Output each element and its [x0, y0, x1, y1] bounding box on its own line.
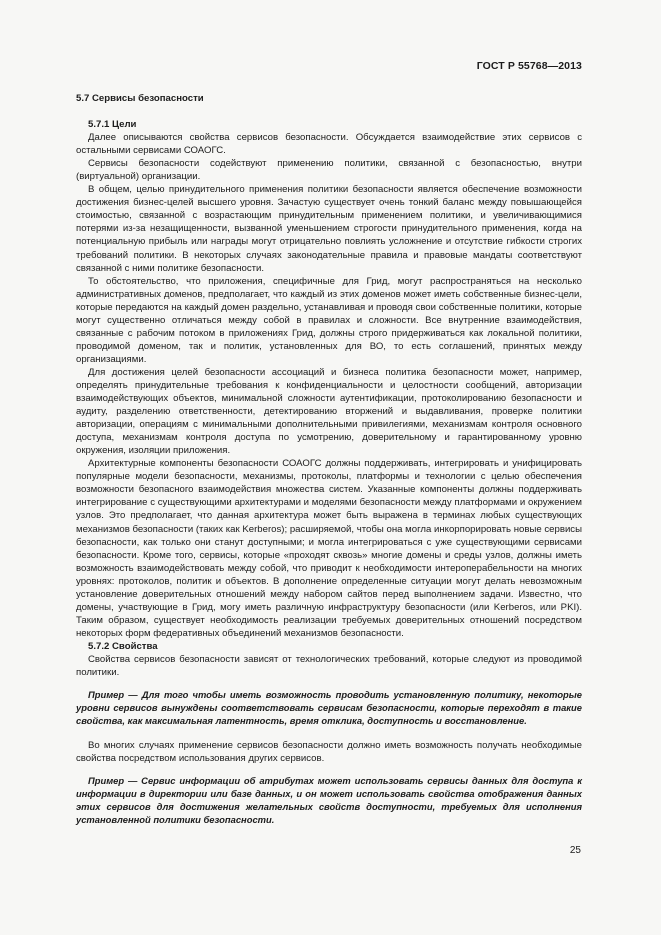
subsection-title-goals: 5.7.1 Цели [88, 119, 137, 131]
paragraph: То обстоятельство, что приложения, специфичные для Грид, могут распространяться на несколько административных доменов, предполагает, что каждый из этих доменов может иметь собственные бизнес-цели, которые передаются на каждый домен раздельно, устанавливая и проводя свои собственные политики, которые могут существенно отличаться между собой в правилах и сложности. Все внутренние взаимодействия, связанные с рабочим потоком в приложениях Грид, должны строго придерживаться как локальной политики, проводимой доменом, так и политик, установленных для ВО, то есть соглашений, принятых между организациями. [76, 275, 582, 365]
paragraph: Архитектурные компоненты безопасности СОАОГС должны поддерживать, интегрировать и унифицировать популярные модели безопасности, механизмы, протоколы, платформы и технологии с целью обеспечения возможности безопасного взаимодействия множества систем. Указанные компоненты должны поддерживать интегрирование с существующими архитектурами и моделями безопасности между платформами и окружением узлов. Это предполагает, что данная архитектура может быть выражена в терминах любых существующих механизмов безопасности (таких как Kerberos); расширяемой, чтобы она могла инкорпорировать новые сервисы безопасности, как только они станут доступными; и могла интегрироваться с уже существующими сервисами безопасности. Кроме того, сервисы, которые «проходят сквозь» многие домены и среды узлов, должны иметь возможность взаимодействовать между собой, что приводит к необходимости интероперабельности на многих уровнях: протоколов, политик и объектов. В дополнение определенные ситуации могут делать невозможным установление доверительных отношений между набором сайтов перед выполнением задачи. Известно, что домены, участвующие в Грид, могу иметь различную инфраструктуру безопасности (или Kerberos, или PKI). Таким образом, существует необходимость реализации требуемых доверительных отношений посредством некоторых форм федеративных объединений механизмов безопасности. [76, 458, 582, 639]
page-number: 25 [569, 845, 581, 856]
main-content [76, 92, 582, 838]
paragraph: Во многих случаях применение сервисов безопасности должно иметь возможность получать необходимые свойства посредством использования других сервисов. [76, 740, 582, 765]
paragraph: Сервисы безопасности содействуют применению политики, связанной с безопасностью, внутри (виртуальной) организации. [76, 158, 582, 183]
paragraph: Для достижения целей безопасности ассоциаций и бизнеса политика безопасности может, например, определять принудительные требования к конфиденциальности и целостности сообщений, авторизации взаимодействующих объектов, минимальной сложности аутентификации, протоколированию безопасности и аудиту, разделению ответственности, детектированию вторжений и выдавливания, проверке политики авторизации, операциям с минимальными дополнительными привилегиями, механизмам контроля основного доступа, механизмам контроля доступа по усмотрению, доверительному и гарантированному уровню окружения, изоляции приложения. [76, 366, 582, 457]
example-note: Пример — Сервис информации об атрибутах может использовать сервисы данных для доступа к информации в директории или базе данных, и он может использовать свойства отображения данных этих сервисов для достижения желательных свойств доступности, требуемых для исполнения установленной политики безопасности. [76, 775, 582, 826]
paragraph: В общем, целью принудительного применения политики безопасности является обеспечение возможности достижения бизнес-целей высшего уровня. Зачастую существует очень тонкий баланс между повышающейся стоимостью, связанной с возрастающим принудительным применением политики, и увеличивающимися потерями из-за незащищенности, вызванной уменьшением строгости принудительного применения, когда на потенциальную прибыль или награды могут отрицательно повлиять усложнение и отсутствие гибкости строгих требований политики. В некоторых случаях законодательные правила и правовые мандаты соответствуют связанной с ними политике безопасности. [76, 184, 582, 274]
standard-code: ГОСТ Р 55768—2013 [476, 60, 582, 72]
paragraph: Далее описываются свойства сервисов безопасности. Обсуждается взаимодействие этих сервисов с остальными сервисами СОАОГС. [76, 132, 582, 157]
subsection-title-properties: 5.7.2 Свойства [88, 640, 158, 652]
section-title: 5.7 Сервисы безопасности [76, 93, 204, 104]
example-note: Пример — Для того чтобы иметь возможность проводить установленную политику, некоторые уровни сервисов вынуждены соответствовать сервисам безопасности, которые переходят в такие свойства, как максимальная латентность, время отклика, доступность и восстановление. [76, 689, 582, 727]
paragraph: Свойства сервисов безопасности зависят от технологических требований, которые следуют из проводимой политики. [76, 653, 582, 679]
